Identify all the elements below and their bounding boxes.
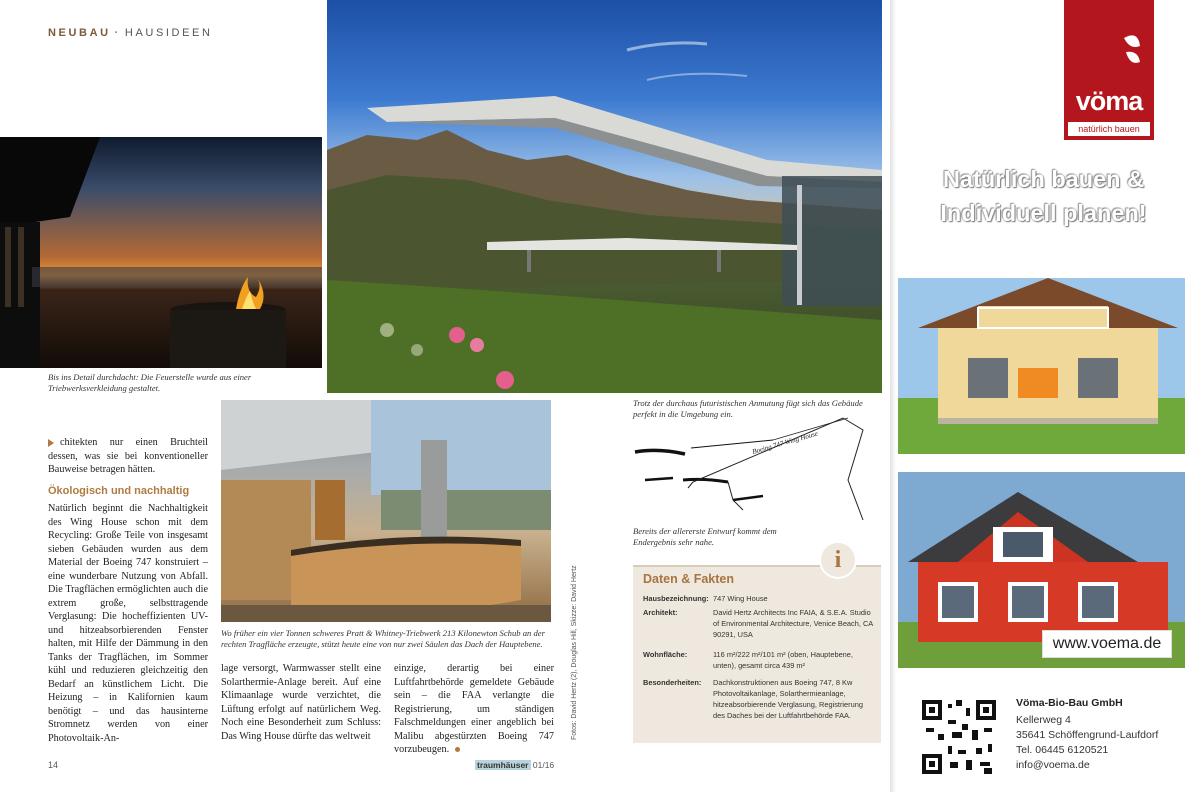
- qr-code-icon: [922, 700, 996, 774]
- address-city: 35641 Schöffengrund-Laufdorf: [1016, 729, 1159, 741]
- ad-headline-line-1: Natürlich bauen &: [942, 166, 1145, 192]
- fire-pit-photo: [0, 137, 322, 368]
- article-subhead: Ökologisch und nachhaltig: [48, 484, 190, 497]
- kicker-separator: ·: [114, 27, 121, 39]
- continuation-arrow-icon: [48, 439, 54, 447]
- section-label: NEUBAU: [48, 27, 111, 39]
- article-column-2: [221, 662, 381, 743]
- facts-title: Daten & Fakten: [643, 572, 734, 586]
- magazine-footer: [475, 760, 554, 770]
- architect-sketch: [633, 410, 883, 525]
- voema-logo: [1064, 0, 1154, 140]
- sketch-caption-bottom: Bereits der allererste Entwurf kommt dem Endergebnis sehr nahe.: [633, 526, 777, 547]
- kitchen-photo: [221, 400, 551, 622]
- brand-tagline: natürlich bauen: [1068, 122, 1150, 136]
- article-intro: chitekten nur einen Bruchteil dessen, was sie bei konventioneller Bauweise betragen hätten.: [48, 437, 208, 475]
- ad-headline: [896, 162, 1191, 230]
- sketch-caption-top: Trotz der durchaus futuristischen Anmutung fügt sich das Gebäude perfekt in die Umgebung ein.: [633, 398, 863, 419]
- phone-number: Tel. 06445 6120521: [1016, 744, 1109, 756]
- page-number: 14: [48, 760, 59, 770]
- sketch-drawing: [633, 410, 883, 525]
- article-body-1: Natürlich beginnt die Nachhaltigkeit des Wing House schon mit dem Recycling: Große Teile von insgesamt sieben Gebäuden wurden aus dem Material der Boeing 747 konstruiert – eine wunderbare Nutzung von Abfall. Die Tragflächen ermöglichten auch die extrem große, selbsttragende Verglasung: Die hocheffizienten UV- und hitzeabsorbierenden Fenster halten, mit Hilfe der Dämmung in den Tanks der Tragflächen, im Sommer kühl und reduzieren gleichzeitig den Bedarf an künstlichem Licht. Die Heizung – in Kalifornien kaum benötigt – und das hausinterne Stromnetz werden von einer Photovoltaik-An-: [48, 503, 208, 744]
- yellow-house-illustration: [898, 278, 1185, 454]
- facts-box: [633, 547, 881, 743]
- address-street: Kellerweg 4: [1016, 714, 1071, 726]
- company-name: Vöma-Bio-Bau GmbH: [1016, 697, 1123, 709]
- article-body-3: einzige, derartig bei einer Luftfahrtbehörde gemeldete Gebäude sein – die FAA verlangte die Registrierung, um ständigen Falschmeldungen einer angeblich bei Malibu abgestürzten Boeing 747 vorzubeugen.: [394, 663, 554, 755]
- leaf-icon: [1064, 0, 1154, 80]
- facts-row: Hausbezeichnung: 747 Wing House: [643, 594, 768, 603]
- ad-headline-line-2: Individuell planen!: [940, 200, 1147, 226]
- article-column-1: [48, 436, 208, 745]
- article-column-3: [394, 662, 554, 757]
- magazine-name: traumhäuser: [477, 760, 529, 770]
- brand-name: vöma: [1075, 86, 1143, 116]
- sketch-handwriting: Boeing 747 Wing House: [751, 429, 819, 456]
- facts-row: Architekt: David Hertz Architects Inc FAIA, & S.E.A. Studio of Environmental Architecture, Venice Beach, CA 90291, USA: [643, 608, 873, 639]
- wing-house-photo: [327, 0, 882, 393]
- wing-house-illustration: [327, 0, 882, 393]
- subsection-label: HAUSIDEEN: [124, 27, 213, 39]
- company-address: [1016, 713, 1158, 773]
- article-body-2: lage versorgt, Warmwasser stellt eine Solarthermie-Anlage bereit. Auf eine Klimaanlage wurde verzichtet, die Lüftung erfolgt auf natürlichem Weg. Noch eine Besonderheit zum Schluss: Das Wing House dürfte das weltweit: [221, 663, 381, 742]
- fire-pit-caption: Bis ins Detail durchdacht: Die Feuerstelle wurde aus einer Triebwerksverkleidung gestaltet.: [48, 372, 252, 393]
- facts-row: Besonderheiten: Dachkonstruktionen aus Boeing 747, 8 Kw Photovoltaikanlage, Solarthermieanlage, hitzeabsorbierende Verglasung, Registrierung des Daches bei der Luftfahrtbehörde FAA.: [643, 678, 863, 720]
- info-icon: i: [819, 541, 857, 579]
- end-mark-icon: [455, 747, 460, 752]
- photo-credit: Fotos: David Hertz (2), Douglas Hill, Skizze: David Hertz: [571, 565, 578, 740]
- website-link[interactable]: www.voema.de: [1042, 630, 1172, 658]
- magazine-issue: 01/16: [532, 760, 555, 770]
- email-link[interactable]: info@voema.de: [1016, 759, 1090, 771]
- facts-row: Wohnfläche: 116 m²/222 m²/101 m² (oben, Hauptebene, unten), gesamt circa 439 m²: [643, 650, 853, 670]
- kitchen-illustration: [221, 400, 551, 622]
- fire-pit-illustration: [0, 137, 322, 368]
- house-photo-yellow: [898, 278, 1185, 454]
- section-kicker: [48, 27, 213, 39]
- kitchen-caption: Wo früher ein vier Tonnen schweres Pratt & Whitney-Triebwerk 213 Kilonewton Schub an der rechten Tragfläche erzeugte, stützt heute eine von nur zwei Säulen das Dach der Hauptebene.: [221, 628, 545, 649]
- voema-advertisement: [896, 0, 1191, 792]
